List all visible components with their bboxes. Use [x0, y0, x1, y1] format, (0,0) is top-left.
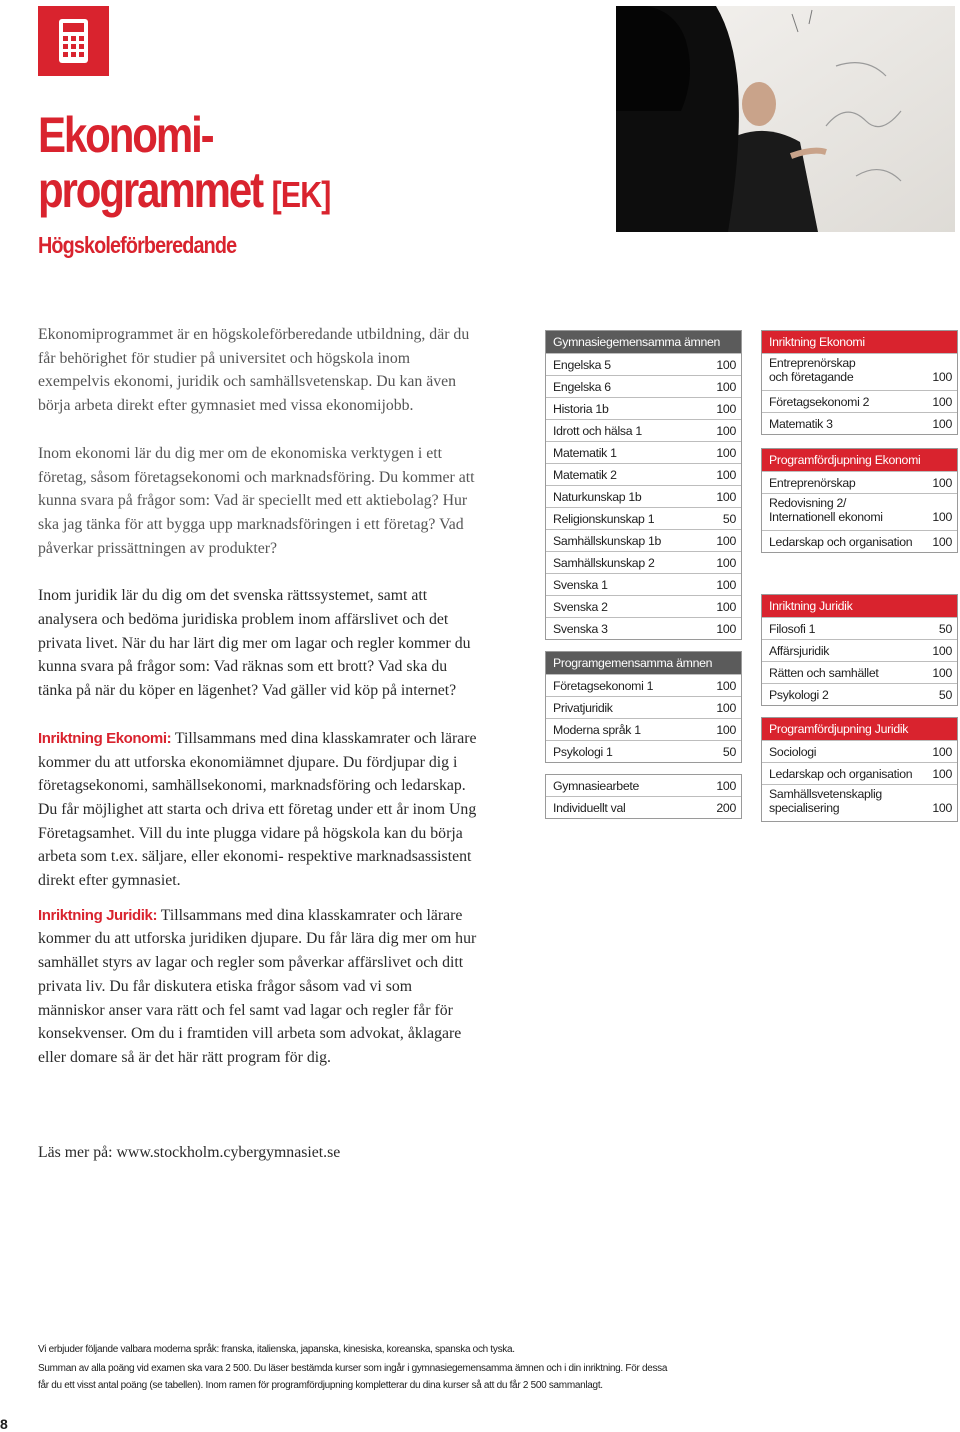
- course-points: 100: [932, 767, 952, 781]
- course-name: Psykologi 1: [553, 745, 613, 759]
- course-points: 100: [716, 468, 736, 482]
- footnote-points-1: Summan av alla poäng vid examen ska vara 2 500. Du läser bestämda kurser som ingår i gymnasiegemensamma ämnen och i din inriktning. För dessa: [38, 1362, 668, 1374]
- course-points: 100: [716, 578, 736, 592]
- table-row: [762, 353, 957, 390]
- course-points: 100: [716, 701, 736, 715]
- table-row: [546, 573, 741, 595]
- table-row: [546, 740, 741, 762]
- table-row: [546, 718, 741, 740]
- page-number: 8: [0, 1416, 8, 1432]
- economy-paragraph: Inom ekonomi lär du dig mer om de ekonomiska verktygen i ett företag, såsom företagsekonomi och marknadsföring. Du kommer att kunna svara på frågor som: Vad är speciellt med ett aktiebolag? Hur ska jag tänka för att bygga upp marknadsföringen i ett företag? Vad påverkar prissättningen av produkter?: [38, 444, 475, 557]
- course-name: Moderna språk 1: [553, 723, 641, 737]
- table-row: [546, 595, 741, 617]
- page-subtitle: Högskoleförberedande: [38, 232, 237, 258]
- table-row: [546, 696, 741, 718]
- course-points: 100: [716, 424, 736, 438]
- course-name-line-1: Samhällsvetenskaplig: [769, 787, 882, 801]
- table-row: [762, 762, 957, 784]
- course-points: 100: [932, 666, 952, 680]
- table-row: [762, 390, 957, 412]
- course-name: Filosofi 1: [769, 622, 816, 636]
- table-row: [546, 441, 741, 463]
- course-name: Religionskunskap 1: [553, 512, 655, 526]
- course-points: 100: [932, 476, 952, 490]
- course-name: Företagsekonomi 1: [553, 679, 654, 693]
- table-fordjupning-ekonomi: [761, 448, 958, 553]
- course-name: Svenska 3: [553, 622, 608, 636]
- calculator-icon-box: [38, 6, 109, 76]
- read-more-link[interactable]: Läs mer på: www.stockholm.cybergymnasiet.se: [38, 1144, 341, 1161]
- course-points: 100: [716, 358, 736, 372]
- table-row: [546, 796, 741, 818]
- table-row: [762, 661, 957, 683]
- course-points: 100: [716, 556, 736, 570]
- course-points: 100: [932, 801, 952, 815]
- course-name: Matematik 3: [769, 417, 833, 431]
- title-line-2: programmet: [38, 162, 263, 218]
- table-row: [762, 784, 957, 821]
- table-row: [546, 419, 741, 441]
- table-row: [762, 683, 957, 705]
- law-track-paragraph: [38, 904, 478, 1070]
- title-line-1: Ekonomi-: [38, 107, 213, 163]
- course-points: 100: [932, 395, 952, 409]
- course-points: 100: [716, 380, 736, 394]
- course-points: 100: [932, 535, 952, 549]
- program-code: [EK]: [271, 174, 331, 215]
- table-row: [546, 397, 741, 419]
- course-name: Individuellt val: [553, 801, 626, 815]
- course-name: Matematik 1: [553, 446, 617, 460]
- table-row: [762, 493, 957, 530]
- table-row: [546, 674, 741, 696]
- table-fordjupning-juridik: [761, 717, 958, 822]
- table-programgemensamma: [545, 651, 742, 763]
- table-row: [762, 471, 957, 493]
- table-row: [546, 775, 741, 796]
- course-points: 100: [932, 644, 952, 658]
- table-gymnasiegemensamma: [545, 330, 742, 640]
- table-row: [546, 507, 741, 529]
- course-points: 100: [932, 745, 952, 759]
- table-header: Gymnasiegemensamma ämnen: [546, 331, 741, 353]
- table-inriktning-ekonomi: [761, 330, 958, 435]
- course-name: Svenska 1: [553, 578, 608, 592]
- course-name-line-2: specialisering: [769, 801, 840, 815]
- course-name: Gymnasiearbete: [553, 779, 640, 793]
- course-name: Engelska 5: [553, 358, 611, 372]
- economy-track-text: Tillsammans med dina klasskamrater och lärare kommer du att utforska ekonomiämnet djupare. Du fördjupar dig i företagsekonomi, samhällsekonomi, marknadsföring och ledarskap. Du får möjlighet att starta och driva ett företag under ett år inom Ung Företagsamhet. Vill du inte plugga vidare på högskola kan du börja arbeta som t.ex. säljare, eller ekonomi- respektive marknadsassistent direkt efter gymnasiet.: [38, 729, 477, 890]
- table-header: Programfördjupning Ekonomi: [762, 449, 957, 471]
- table-header: Inriktning Ekonomi: [762, 331, 957, 353]
- course-points: 200: [716, 801, 736, 815]
- course-name: Sociologi: [769, 745, 817, 759]
- course-name-line-1: Redovisning 2/: [769, 496, 847, 510]
- table-row: [762, 412, 957, 434]
- course-name: Entreprenörskap: [769, 476, 856, 490]
- course-name: Samhällskunskap 1b: [553, 534, 662, 548]
- course-points: 100: [716, 446, 736, 460]
- course-name: Psykologi 2: [769, 688, 829, 702]
- footnotes: [38, 1341, 918, 1395]
- table-row: [762, 740, 957, 762]
- page-title: [38, 108, 330, 222]
- course-points: 100: [716, 679, 736, 693]
- body-text: [38, 323, 478, 1094]
- table-row: [762, 639, 957, 661]
- course-name: [769, 356, 855, 387]
- course-points: 100: [932, 370, 952, 384]
- table-header: Inriktning Juridik: [762, 595, 957, 617]
- table-row: [546, 551, 741, 573]
- law-paragraph: Inom juridik lär du dig om det svenska rättssystemet, samt att analysera och bedöma juridiska problem inom affärslivet och det privata livet. När du har lärt dig mer om lagar och regler kommer du kunna svara på frågor som: Vad räknas som ett brott? Vad ska du tänka på när du köper en lägenhet? Vad gäller vid köp på internet?: [38, 587, 471, 700]
- calculator-icon: [38, 6, 109, 76]
- table-row: [546, 529, 741, 551]
- course-points: 100: [716, 600, 736, 614]
- table-row: [762, 617, 957, 639]
- course-name: Engelska 6: [553, 380, 611, 394]
- course-name: Ledarskap och organisation: [769, 535, 913, 549]
- course-points: 100: [716, 779, 736, 793]
- law-track-label: Inriktning Juridik:: [38, 906, 158, 924]
- table-row: [546, 353, 741, 375]
- table-header: Programgemensamma ämnen: [546, 652, 741, 674]
- course-name: Rätten och samhället: [769, 666, 879, 680]
- course-points: 100: [716, 534, 736, 548]
- course-name: Svenska 2: [553, 600, 608, 614]
- course-points: 100: [932, 510, 952, 524]
- course-points: 100: [716, 622, 736, 636]
- course-name: Idrott och hälsa 1: [553, 424, 642, 438]
- course-points: 100: [716, 723, 736, 737]
- course-name: Samhällskunskap 2: [553, 556, 655, 570]
- table-row: [546, 375, 741, 397]
- course-points: 100: [716, 402, 736, 416]
- course-name: Företagsekonomi 2: [769, 395, 870, 409]
- course-points: 50: [722, 512, 736, 526]
- course-name: [769, 787, 882, 818]
- intro-paragraph: Ekonomiprogrammet är en högskoleförberedande utbildning, där du får behörighet för studier på universitet och högskola inom exempelvis ekonomi, juridik och samhällsvetenskap. Du kan även börja arbeta direkt efter gymnasiet med vissa ekonomijobb.: [38, 326, 470, 415]
- course-name: Privatjuridik: [553, 701, 613, 715]
- course-name-line-2: Internationell ekonomi: [769, 510, 883, 524]
- course-name-line-2: och företagande: [769, 370, 854, 384]
- course-points: 50: [938, 622, 952, 636]
- economy-track-paragraph: [38, 727, 478, 893]
- table-row: [762, 530, 957, 552]
- course-points: 100: [716, 490, 736, 504]
- table-row: [546, 463, 741, 485]
- table-inriktning-juridik: [761, 594, 958, 706]
- footnote-points-2: får du ett visst antal poäng (se tabellen). Inom ramen för programfördjupning kompletterar du dina kurser så att du får 2 500 sammanlagt.: [38, 1380, 603, 1391]
- course-name: Ledarskap och organisation: [769, 767, 913, 781]
- course-name: Matematik 2: [553, 468, 617, 482]
- economy-track-label: Inriktning Ekonomi:: [38, 729, 172, 747]
- course-name: [769, 496, 883, 527]
- table-arbete-val: [545, 774, 742, 819]
- table-row: [546, 485, 741, 507]
- course-name: Naturkunskap 1b: [553, 490, 642, 504]
- footnote-languages: Vi erbjuder följande valbara moderna språk: franska, italienska, japanska, kinesiska, koreanska, spanska och tyska.: [38, 1344, 515, 1355]
- classroom-photo: [616, 6, 955, 232]
- table-header: Programfördjupning Juridik: [762, 718, 957, 740]
- course-points: 50: [722, 745, 736, 759]
- course-name-line-1: Entreprenörskap: [769, 356, 856, 370]
- law-track-text: Tillsammans med dina klasskamrater och lärare kommer du att utforska juridiken djupare. Du får lära dig mer om hur samhället styrs av lagar och regler som påverkar affärslivet och ditt privata liv. Du får diskutera etiska frågor såsom vad vi som människor anser vara rätt och fel samt vad lagar och regler får för konsekvenser. Om du i framtiden vill arbeta som advokat, åklagare eller domare så är det här rätt program för dig.: [38, 906, 477, 1066]
- course-name: Affärsjuridik: [769, 644, 830, 658]
- course-points: 50: [938, 688, 952, 702]
- course-name: Historia 1b: [553, 402, 609, 416]
- table-row: [546, 617, 741, 639]
- course-points: 100: [932, 417, 952, 431]
